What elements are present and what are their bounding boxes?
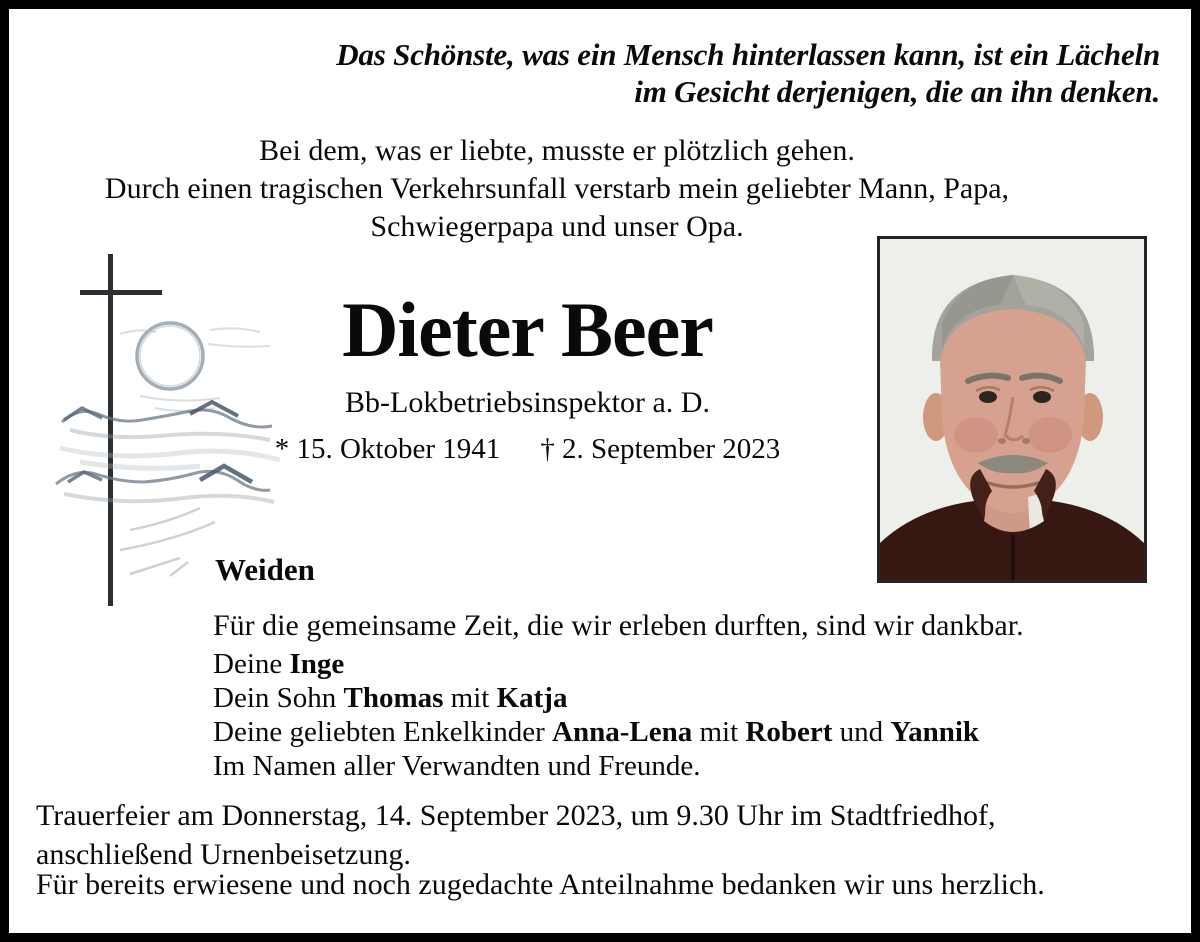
epigraph-quote <box>300 36 1160 110</box>
mourner-line-wife: Deine Inge <box>213 648 345 680</box>
funeral-line-2: anschließend Urnenbeisetzung. <box>36 838 411 871</box>
mourner-name: Katja <box>496 682 568 714</box>
mourner-name: Inge <box>289 648 345 680</box>
mourner-line-relatives: Im Namen aller Verwandten und Freunde. <box>213 750 701 782</box>
portrait-illustration <box>880 239 1144 580</box>
epigraph-line-1: Das Schönste, was ein Mensch hinterlassen kann, ist ein Lächeln <box>336 37 1160 72</box>
closing-line: Für bereits erwiesene und noch zugedachte Anteilnahme bedanken wir uns herzlich. <box>36 868 1045 901</box>
place-name: Weiden <box>215 552 315 587</box>
intro-line-3: Schwiegerpapa und unser Opa. <box>370 210 744 243</box>
eye-left <box>979 391 997 403</box>
epigraph-line-2: im Gesicht derjenigen, die an ihn denken. <box>634 74 1160 109</box>
mourner-name: Robert <box>745 716 833 748</box>
mourner-line-son: Dein Sohn Thomas mit Katja <box>213 682 568 714</box>
eye-right <box>1033 391 1051 403</box>
birth-date: * 15. Oktober 1941 <box>274 432 501 465</box>
mourner-line-grandchildren: Deine geliebten Enkelkinder Anna-Lena mit Robert und Yannik <box>213 716 980 748</box>
mourner-name: Anna-Lena <box>552 716 693 748</box>
mourner-name: Thomas <box>343 682 444 714</box>
thanks-line: Für die gemeinsame Zeit, die wir erleben durften, sind wir dankbar. <box>213 609 1024 642</box>
foreground-strokes <box>120 508 215 576</box>
mountain-ridge-2 <box>56 466 274 502</box>
mourners-list <box>213 647 979 783</box>
mourner-name: Yannik <box>890 716 980 748</box>
cross-vertical-bar <box>108 254 113 606</box>
intro-line-1: Bei dem, was er liebte, musste er plötzlich gehen. <box>259 134 855 167</box>
funeral-info <box>36 796 996 874</box>
deceased-name: Dieter Beer <box>342 286 713 373</box>
death-date: † 2. September 2023 <box>540 432 781 465</box>
intro-text <box>0 132 1114 246</box>
name-block <box>130 286 925 466</box>
intro-line-2: Durch einen tragischen Verkehrsunfall verstarb mein geliebter Mann, Papa, <box>104 172 1010 205</box>
deceased-profession: Bb-Lokbetriebsinspektor a. D. <box>345 385 710 419</box>
life-dates <box>130 433 925 466</box>
funeral-line-1: Trauerfeier am Donnerstag, 14. September 2023, um 9.30 Uhr im Stadtfriedhof, <box>36 799 996 832</box>
portrait-photo <box>877 236 1147 583</box>
